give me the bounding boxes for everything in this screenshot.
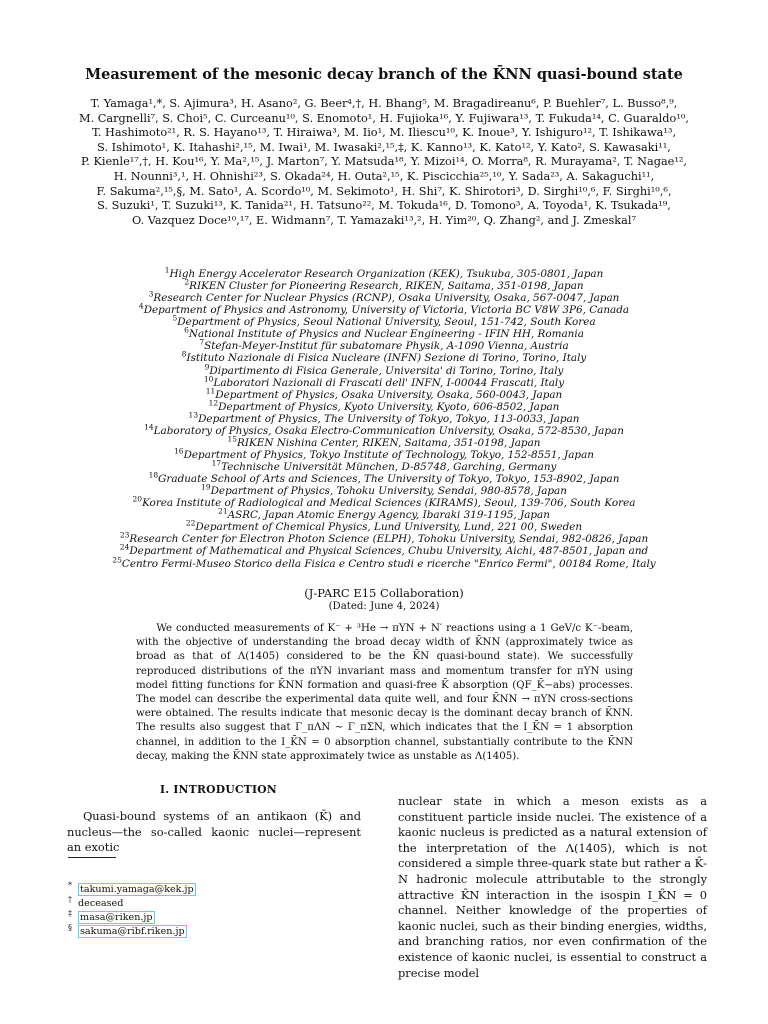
affiliation-number: 5 bbox=[172, 313, 178, 323]
affiliation-number: 8 bbox=[181, 349, 187, 359]
affiliation-text: Department of Physics and Astronomy, University of Victoria, Victoria BC V8W 3P6, Canada bbox=[143, 304, 630, 317]
affiliation-line bbox=[60, 289, 708, 305]
affiliation-number: 3 bbox=[148, 289, 154, 299]
affiliation-number: 23 bbox=[119, 530, 130, 540]
affiliation-line bbox=[60, 530, 708, 546]
affiliation-line bbox=[60, 265, 708, 280]
author-line: S. Suzuki¹, T. Suzuki¹³, K. Tanida²¹, H. Tatsuno²², M. Tokuda¹⁶, D. Tomono³, A. Toyoda¹, K. Tsukada¹⁹, bbox=[97, 199, 671, 213]
affiliation-number: 13 bbox=[188, 410, 199, 420]
affiliation-number: 24 bbox=[119, 542, 130, 552]
affiliation-text: Department of Chemical Physics, Lund University, Lund, 221 00, Sweden bbox=[195, 521, 583, 534]
affiliation-number: 9 bbox=[204, 362, 210, 372]
affiliation-line bbox=[60, 277, 708, 293]
affiliation-text: Department of Physics, Osaka University, Osaka, 560-0043, Japan bbox=[215, 388, 563, 401]
affiliation-text: Research Center for Electron Photon Science (ELPH), Tohoku University, Sendai, 982-0826, Japan bbox=[129, 533, 649, 546]
affiliation-line bbox=[60, 410, 708, 425]
affiliation-line bbox=[60, 422, 708, 437]
affiliation-text: Department of Physics, Tokyo Institute of Technology, Tokyo, 152-8551, Japan bbox=[183, 448, 594, 461]
intro-left-column: Quasi-bound systems of an antikaon (K̄) and nucleus—the so-called kaonic nuclei—represent an exotic bbox=[67, 809, 361, 855]
author-line: P. Kienle¹⁷,†, H. Kou¹⁶, Y. Ma²,¹⁵, J. Marton⁷, Y. Matsuda¹⁸, Y. Mizoi¹⁴, O. Morra⁸, R. Murayama², T. Nagae¹², bbox=[80, 155, 688, 169]
paper-title: Measurement of the mesonic decay branch of the K̄NN quasi-bound state bbox=[85, 66, 683, 83]
affiliation-line bbox=[60, 470, 708, 486]
affiliation-number: 25 bbox=[112, 555, 122, 565]
affiliation-number: 4 bbox=[138, 301, 144, 311]
affiliation-number: 22 bbox=[185, 518, 196, 528]
affiliation-text: Graduate School of Arts and Sciences, The University of Tokyo, Tokyo, 153-8902, Japan bbox=[158, 473, 620, 486]
section-heading: I. INTRODUCTION bbox=[160, 783, 277, 796]
intro-right-column: nuclear state in which a meson exists as a constituent particle inside nuclei. The existence of a kaonic nucleus is predicted as a natural extension of the interpretation of the Λ(1405), which is not considered a simple three-quark state but rather a K̄-N hadronic molecule attributable to the strongly attractive K̄N interaction in the isospin I_K̄N = 0 channel. Neither knowledge of the properties of kaonic nuclei, such as their binding energies, widths, and branching ratios, nor even confirmation of the existence of kaonic nuclei, is essential to construct a precise model bbox=[398, 794, 707, 980]
affiliation-line bbox=[60, 301, 708, 317]
affiliation-text: Laboratori Nazionali di Frascati dell' INFN, I-00044 Frascati, Italy bbox=[213, 376, 565, 389]
affiliation-text: Dipartimento di Fisica Generale, Universita' di Torino, Torino, Italy bbox=[209, 364, 564, 377]
abstract: We conducted measurements of K⁻ + ³He → πYN + N′ reactions using a 1 GeV/c K⁻-beam, with the objective of understanding the broad decay width of K̄NN (approximately twice as broad as that of Λ(1405) considered to be the K̄N quasi-bound state). We successfully reproduced distributions of the πYN invariant mass and momentum transfer for πYN using model fitting functions for K̄NN formation and quasi-free K̄ absorption (QF_K̄−abs) processes. The model can describe the experimental data quite well, and four K̄NN → πYN cross-sections were obtained. The results indicate that mesonic decay is the dominant decay branch of K̄NN. The results also suggest that Γ_πΛN ∼ Γ_πΣN, which indicates that the I_K̄N = 1 absorption channel, in addition to the I_K̄N = 0 absorption channel, substantially contribute to the K̄NN decay, making the K̄NN state approximately twice as unstable as Λ(1405). bbox=[136, 623, 633, 762]
affiliation-text: Stefan-Meyer-Institut für subatomare Physik, A-1090 Vienna, Austria bbox=[204, 340, 569, 353]
affiliation-text: Research Center for Nuclear Physics (RCNP), Osaka University, Osaka, 567-0047, Japan bbox=[153, 292, 620, 305]
affiliation-line bbox=[60, 506, 708, 522]
affiliation-line bbox=[60, 374, 708, 389]
affiliation-number: 16 bbox=[174, 446, 184, 456]
affiliation-number: 15 bbox=[227, 434, 238, 444]
affiliation-text: Istituto Nazionale di Fisica Nucleare (INFN) Sezione di Torino, Torino, Italy bbox=[186, 352, 587, 365]
affiliation-line bbox=[60, 398, 708, 413]
author-line: M. Cargnelli⁷, S. Choi⁵, C. Curceanu¹⁰, S. Enomoto¹, H. Fujioka¹⁶, Y. Fujiwara¹³, T. Fukuda¹⁴, C. Guaraldo¹⁰, bbox=[79, 111, 689, 125]
affiliation-text: Laboratory of Physics, Osaka Electro-Communication University, Osaka, 572-8530, Japan bbox=[153, 424, 624, 437]
author-line: S. Ishimoto¹, K. Itahashi²,¹⁵, M. Iwai¹, M. Iwasaki²,¹⁵,‡, K. Kanno¹³, K. Kato¹², Y. Kato², S. Kawasaki¹¹, bbox=[97, 140, 671, 154]
author-line: O. Vazquez Doce¹⁰,¹⁷, E. Widmann⁷, T. Yamazaki¹³,², H. Yim²⁰, Q. Zhang², and J. Zmeskal⁷ bbox=[131, 213, 637, 227]
affiliation-text: Centro Fermi-Museo Storico della Fisica e Centro studi e ricerche "Enrico Fermi", 00184 Rome, Italy bbox=[121, 557, 656, 570]
affiliation-line bbox=[60, 349, 708, 365]
affiliation-text: RIKEN Nishina Center, RIKEN, Saitama, 351-0198, Japan bbox=[237, 436, 541, 449]
affiliation-number: 19 bbox=[201, 482, 211, 492]
affiliation-number: 10 bbox=[203, 374, 214, 384]
footnote: † deceased bbox=[68, 894, 124, 909]
author-line: H. Nounni³,¹, H. Ohnishi²³, S. Okada²⁴, H. Outa²,¹⁵, K. Piscicchia²⁵,¹⁰, Y. Sada²³, A. Sakaguchi¹¹, bbox=[113, 169, 655, 183]
date-line: (Dated: June 4, 2024) bbox=[328, 601, 440, 612]
affiliation-number: 7 bbox=[199, 337, 205, 347]
affiliation-text: Department of Physics, Tohoku University, Sendai, 980-8578, Japan bbox=[210, 485, 567, 498]
email-link[interactable]: sakuma@ribf.riken.jp bbox=[80, 926, 185, 937]
affiliation-line bbox=[60, 386, 708, 401]
author-line: T. Hashimoto²¹, R. S. Hayano¹³, T. Hiraiwa³, M. Iio¹, M. Iliescu¹⁰, K. Inoue³, Y. Ishiguro¹², T. Ishikawa¹³, bbox=[91, 126, 677, 140]
affiliation-number: 11 bbox=[205, 386, 216, 396]
author-list bbox=[60, 97, 708, 228]
affiliation-text: Department of Physics, Kyoto University, Kyoto, 606-8502, Japan bbox=[218, 400, 560, 413]
affiliation-text: National Institute of Physics and Nuclear Engineering - IFIN HH, Romania bbox=[188, 328, 584, 341]
affiliation-text: Department of Physics, The University of Tokyo, Tokyo, 113-0033, Japan bbox=[198, 412, 580, 425]
affiliation-line bbox=[60, 555, 708, 570]
affiliation-number: 17 bbox=[211, 458, 222, 468]
footnote-rule bbox=[68, 857, 116, 858]
affiliation-list bbox=[60, 265, 708, 570]
footnote: * takumi.yamaga@kek.jp bbox=[68, 880, 194, 895]
affiliation-text: Department of Mathematical and Physical Sciences, Chubu University, Aichi, 487-8501, Japan and bbox=[129, 545, 649, 558]
affiliation-line bbox=[60, 446, 708, 461]
footnote: ‡ masa@riken.jp bbox=[68, 908, 153, 923]
affiliation-number: 14 bbox=[144, 422, 154, 432]
affiliation-line bbox=[60, 542, 708, 558]
email-link[interactable]: takumi.yamaga@kek.jp bbox=[80, 884, 194, 895]
affiliation-number: 18 bbox=[148, 470, 159, 480]
affiliation-text: High Energy Accelerator Research Organization (KEK), Tsukuba, 305-0801, Japan bbox=[169, 268, 604, 280]
email-link[interactable]: masa@riken.jp bbox=[80, 912, 153, 923]
affiliation-text: Korea Institute of Radiological and Medical Sciences (KIRAMS), Seoul, 139-706, South Korea bbox=[142, 497, 636, 510]
author-line: F. Sakuma²,¹⁵,§, M. Sato¹, A. Scordo¹⁰, M. Sekimoto¹, H. Shi⁷, K. Shirotori³, D. Sirghi¹⁰,⁶, F. Sirghi¹⁰,⁶, bbox=[96, 184, 672, 198]
affiliation-line bbox=[60, 518, 708, 534]
affiliation-text: Department of Physics, Seoul National University, Seoul, 151-742, South Korea bbox=[177, 316, 596, 329]
affiliation-line bbox=[60, 325, 708, 341]
affiliation-line bbox=[60, 362, 708, 377]
affiliation-text: ASRC, Japan Atomic Energy Agency, Ibaraki 319-1195, Japan bbox=[227, 509, 550, 522]
collaboration-name: (J-PARC E15 Collaboration) bbox=[304, 586, 464, 600]
affiliation-line bbox=[60, 337, 708, 353]
author-line: T. Yamaga¹,*, S. Ajimura³, H. Asano², G. Beer⁴,†, H. Bhang⁵, M. Bragadireanu⁶, P. Buehler⁷, L. Busso⁸,⁹, bbox=[90, 97, 678, 110]
footnote: § sakuma@ribf.riken.jp bbox=[68, 922, 185, 937]
affiliation-line bbox=[60, 313, 708, 329]
affiliation-text: Technische Universität München, D-85748, Garching, Germany bbox=[221, 461, 557, 473]
affiliation-number: 21 bbox=[218, 506, 228, 516]
affiliation-line bbox=[60, 482, 708, 498]
affiliation-line bbox=[60, 434, 708, 449]
affiliation-line bbox=[60, 494, 708, 510]
affiliation-number: 12 bbox=[208, 398, 219, 408]
affiliation-text: RIKEN Cluster for Pioneering Research, RIKEN, Saitama, 351-0198, Japan bbox=[189, 280, 584, 293]
footnote-text: deceased bbox=[78, 898, 124, 909]
affiliation-number: 20 bbox=[132, 494, 143, 504]
affiliation-number: 1 bbox=[164, 265, 170, 275]
affiliation-number: 2 bbox=[184, 277, 190, 287]
affiliation-number: 6 bbox=[184, 325, 189, 335]
